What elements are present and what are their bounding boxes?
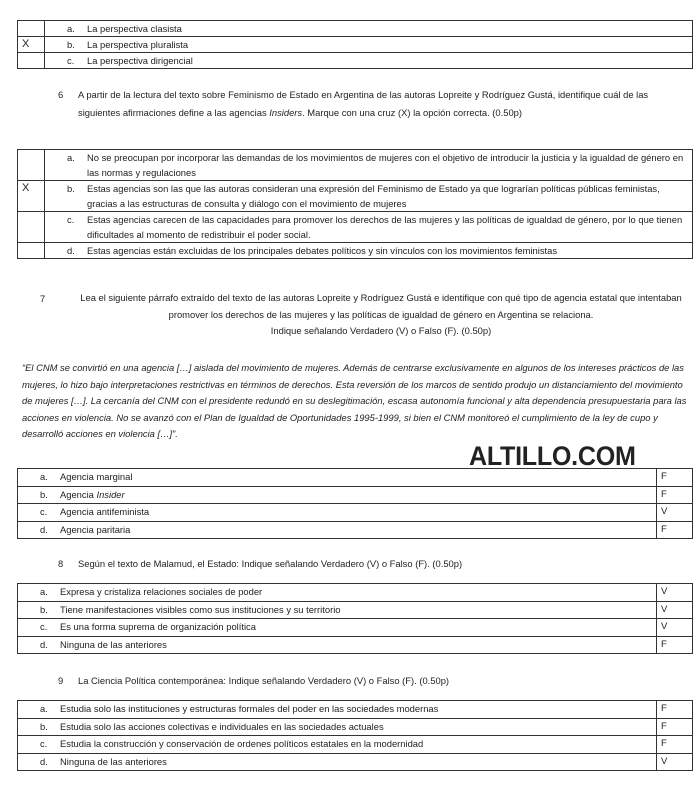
q6-text-italic: Insiders [269, 107, 303, 118]
option-text [87, 37, 188, 52]
option-text-main: Ninguna de las anteriores [60, 755, 167, 767]
option-text [87, 212, 688, 242]
option-cell [45, 21, 693, 37]
option-cell [45, 53, 693, 69]
q8-options-table [17, 583, 693, 654]
q7-text-line3: Indique señalando Verdadero (V) o Falso (F). (0.50p) [270, 325, 492, 336]
answer-mark-cell[interactable]: X [18, 181, 45, 212]
answer-mark-cell[interactable] [18, 243, 45, 259]
altillo-watermark: ALTILLO.COM [469, 441, 636, 471]
option-cell [18, 504, 657, 522]
q9-options-table [17, 700, 693, 771]
answer-mark-cell[interactable] [18, 53, 45, 69]
option-text-main: Tiene manifestaciones visibles como sus instituciones y su territorio [60, 603, 341, 615]
option-letter: c. [40, 621, 48, 632]
option-text [87, 21, 182, 36]
option-text-main: Agencia [60, 488, 97, 500]
option-row [18, 521, 693, 539]
option-text-main: Estas agencias están excluidas de los principales debates políticos y sin vínculos con los movimientos feministas [87, 245, 558, 256]
option-row [18, 584, 693, 602]
option-cell [45, 150, 693, 181]
option-row [18, 53, 693, 69]
option-cell [18, 521, 657, 539]
q8-question: Según el texto de Malamud, el Estado: Indique señalando Verdadero (V) o Falso (F). (0.50p) [78, 558, 463, 569]
option-row [18, 504, 693, 522]
option-row [18, 21, 693, 37]
option-letter: b. [67, 39, 75, 50]
option-cell [45, 243, 693, 259]
true-false-answer-cell[interactable]: V [657, 753, 693, 771]
option-cell [45, 37, 693, 53]
option-text-main: Estudia solo las acciones colectivas e individuales en las sociedades actuales [60, 720, 384, 732]
q6-options-table [17, 149, 693, 259]
q9-number: 9 [58, 675, 64, 686]
option-text-main: La perspectiva clasista [87, 23, 182, 34]
q6-number: 6 [58, 89, 64, 100]
option-text-main: Ninguna de las anteriores [60, 638, 167, 650]
answer-mark-cell[interactable]: X [18, 37, 45, 53]
option-text [60, 754, 167, 771]
option-letter: d. [40, 638, 48, 650]
option-letter: c. [67, 55, 75, 66]
option-letter: a. [67, 152, 75, 163]
option-row [18, 701, 693, 719]
option-letter: d. [40, 523, 48, 535]
q7-quote: “El CNM se convirtió en una agencia […] aislada del movimiento de mujeres. Además de centrarse exclusivamente en algunos de los intereses prácticos de las mujeres, lo hizo bajo interpretaciones restrictivas en términos de derechos. Esta reversión de los marcos de sentido produjo un distanciamiento del movimiento de mujeres […]. La cercanía del CNM con el presidente redundó en su deslegitimación, escasa autonomía funcional y alta dependencia presupuestaria para las acciones en violencia. No se avanzó con el Plan de Igualdad de Oportunidades 1995-1999, si bien el CNM monitoreó el cumplimiento de la ley de cupo y desarrolló acciones en violencia […]”. [22, 362, 687, 439]
q6-question [78, 86, 668, 122]
option-text-main: La perspectiva dirigencial [87, 55, 193, 66]
option-text [60, 584, 262, 601]
option-text-main: No se preocupan por incorporar las demandas de los movimientos de mujeres con el objetivo de introducir la justicia y la igualdad de género en las normas y regulaciones [87, 152, 684, 178]
true-false-answer-cell[interactable]: F [657, 469, 693, 487]
true-false-answer-cell[interactable]: F [657, 521, 693, 539]
option-letter: b. [40, 603, 48, 615]
q7-question [76, 290, 686, 340]
option-text [87, 243, 557, 258]
option-row [18, 619, 693, 637]
option-text-main: Estudia la construcción y conservación de ordenes políticos estatales en la modernidad [60, 738, 424, 749]
option-row [18, 212, 693, 243]
q7-number: 7 [40, 293, 46, 304]
option-cell [18, 753, 657, 771]
option-text [87, 150, 688, 180]
answer-mark-cell[interactable] [18, 212, 45, 243]
option-text-main: La perspectiva pluralista [87, 39, 189, 50]
option-letter: b. [67, 183, 75, 194]
true-false-answer-cell[interactable]: V [657, 619, 693, 637]
option-text-main: Agencia paritaria [60, 523, 131, 535]
option-row [18, 636, 693, 654]
option-cell [45, 181, 693, 212]
true-false-answer-cell[interactable]: V [657, 504, 693, 522]
option-text [60, 504, 149, 521]
true-false-answer-cell[interactable]: F [657, 718, 693, 736]
true-false-answer-cell[interactable]: F [657, 701, 693, 719]
q8-number: 8 [58, 558, 64, 569]
option-letter: a. [40, 471, 48, 482]
option-text [60, 637, 167, 654]
option-row [18, 601, 693, 619]
option-letter: d. [67, 245, 75, 256]
option-text [60, 701, 438, 718]
q7-text: Lea el siguiente párrafo extraído del texto de las autoras Lopreite y Rodríguez Gustá e identifique con qué tipo de agencia estatal que intentaban promover los derechos de las mujeres y las políticas de igualdad de género en Argentina se relaciona. [80, 292, 682, 320]
q6-text-before: A partir de la lectura del texto sobre Feminismo de Estado en Argentina de las autoras Lopreite y Rodríguez Gustá, identifique cuál de las siguientes afirmaciones define a las agencias [78, 89, 649, 118]
option-text [87, 53, 193, 68]
true-false-answer-cell[interactable]: V [657, 601, 693, 619]
option-text [60, 469, 132, 486]
option-row [18, 181, 693, 212]
option-text-main: Estas agencias carecen de las capacidades para promover los derechos de las mujeres y las políticas de igualdad de género, por lo que tienen dificultades al momento de redistribuir el poder social. [87, 214, 683, 240]
option-cell [18, 486, 657, 504]
option-text [60, 487, 125, 504]
option-text [60, 602, 341, 619]
option-text-main: Agencia antifeminista [60, 506, 150, 517]
q6-text-after: . Marque con una cruz (X) la opción correcta. (0.50p) [302, 107, 522, 118]
option-text-italic: Insider [96, 488, 125, 500]
option-letter: d. [40, 755, 48, 767]
option-letter: a. [40, 703, 48, 714]
answer-mark-cell[interactable] [18, 150, 45, 181]
option-cell [18, 601, 657, 619]
option-letter: a. [67, 23, 75, 34]
option-letter: a. [40, 586, 48, 597]
option-cell [18, 619, 657, 637]
option-text [60, 522, 130, 539]
option-text-main: Expresa y cristaliza relaciones sociales de poder [60, 586, 263, 597]
option-row [18, 753, 693, 771]
true-false-answer-cell[interactable]: F [657, 486, 693, 504]
option-row [18, 37, 693, 53]
option-row [18, 243, 693, 259]
option-text-main: Estas agencias son las que las autoras consideran una expresión del Feminismo de Estado ya que lograrían políticas públicas feministas, gracias a las estructuras de consulta y diálogo con el movimiento de mujeres [87, 183, 660, 209]
true-false-answer-cell[interactable]: F [657, 636, 693, 654]
option-cell [18, 636, 657, 654]
option-row [18, 469, 693, 487]
option-letter: c. [40, 506, 48, 517]
option-text [60, 619, 256, 636]
option-letter: c. [40, 738, 48, 749]
option-row [18, 718, 693, 736]
option-letter: b. [40, 720, 48, 732]
option-text-main: Es una forma suprema de organización política [60, 621, 256, 632]
q9-question: La Ciencia Política contemporánea: Indique señalando Verdadero (V) o Falso (F). (0.50p) [78, 675, 450, 686]
option-text-main: Agencia marginal [60, 471, 133, 482]
option-row [18, 486, 693, 504]
option-cell [18, 469, 657, 487]
q7-options-table [17, 468, 693, 539]
answer-mark-cell[interactable] [18, 21, 45, 37]
true-false-answer-cell[interactable]: V [657, 584, 693, 602]
option-row [18, 736, 693, 754]
option-letter: b. [40, 488, 48, 500]
option-text [60, 736, 423, 753]
option-text [60, 719, 384, 736]
option-cell [18, 584, 657, 602]
option-row [18, 150, 693, 181]
option-cell [45, 212, 693, 243]
true-false-answer-cell[interactable]: F [657, 736, 693, 754]
q5-options-table [17, 20, 693, 69]
option-cell [18, 701, 657, 719]
option-letter: c. [67, 214, 75, 225]
option-text-main: Estudia solo las instituciones y estructuras formales del poder en las sociedades modernas [60, 703, 439, 714]
option-cell [18, 718, 657, 736]
option-cell [18, 736, 657, 754]
option-text [87, 181, 688, 211]
